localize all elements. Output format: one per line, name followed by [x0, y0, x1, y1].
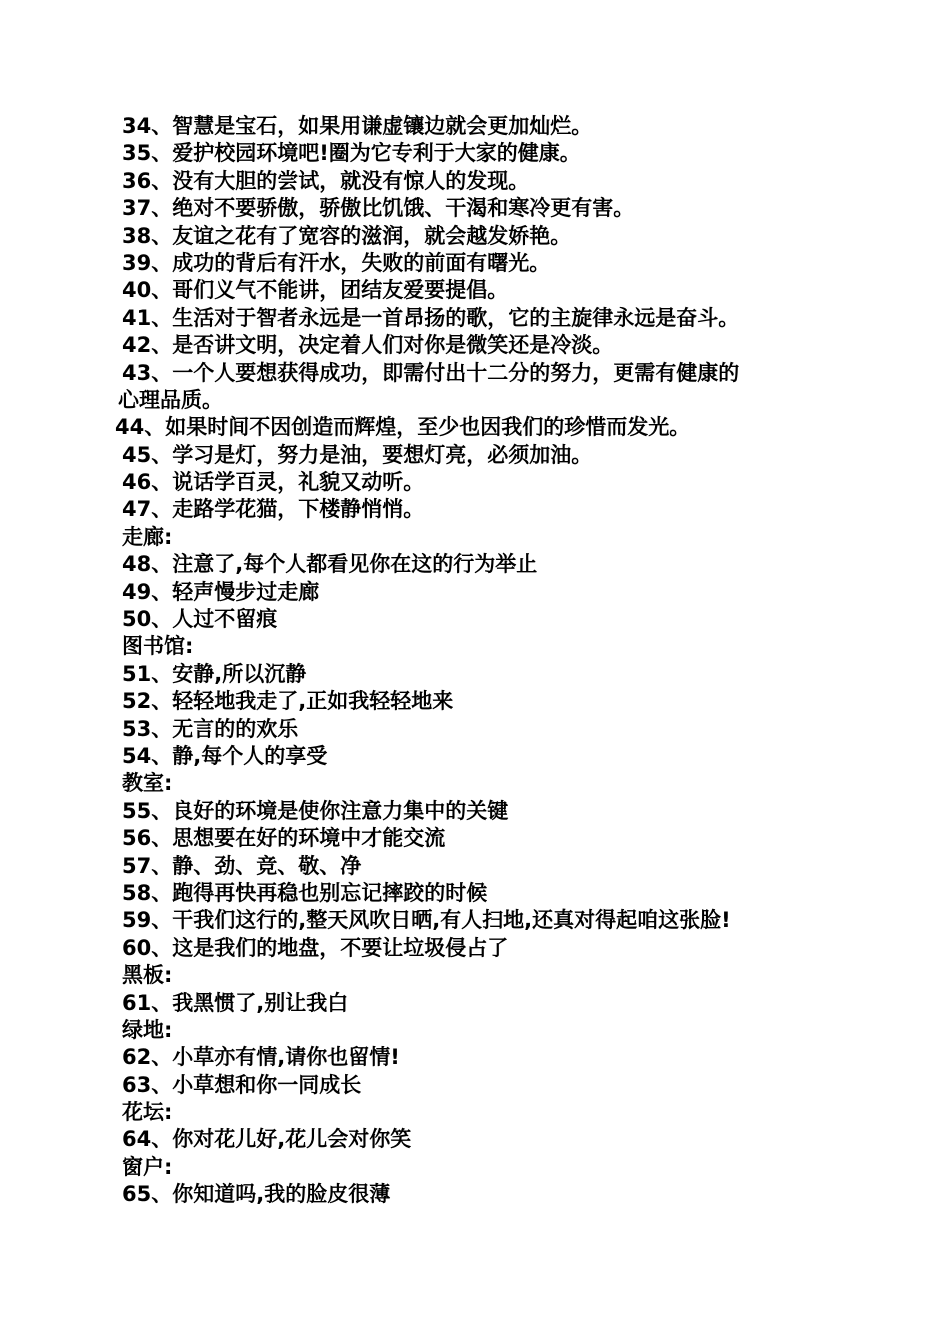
- text-line: 60、这是我们的地盘，不要让垃圾侵占了: [122, 935, 509, 960]
- text-line: 64、你对花儿好,花儿会对你笑: [122, 1127, 412, 1152]
- text-line: 56、思想要在好的环境中才能交流: [122, 826, 446, 851]
- text-line: 49、轻声慢步过走廊: [122, 579, 320, 604]
- text-line: 42、是否讲文明，决定着人们对你是微笑还是冷淡。: [122, 333, 614, 358]
- text-line: 63、小草想和你一同成长: [122, 1072, 362, 1097]
- section-heading: 花坛:: [122, 1100, 173, 1125]
- text-line: 62、小草亦有情,请你也留情!: [122, 1045, 400, 1070]
- text-line: 心理品质。: [118, 387, 223, 412]
- text-line: 52、轻轻地我走了,正如我轻轻地来: [122, 689, 454, 714]
- text-line: 50、人过不留痕: [122, 607, 278, 632]
- text-line: 39、成功的背后有汗水，失败的前面有曙光。: [122, 250, 551, 275]
- text-line: 59、干我们这行的,整天风吹日晒,有人扫地,还真对得起咱这张脸!: [122, 908, 731, 933]
- text-line: 58、跑得再快再稳也别忘记摔跤的时候: [122, 880, 488, 905]
- text-line: 47、走路学花猫，下楼静悄悄。: [122, 497, 425, 522]
- text-line: 46、说话学百灵，礼貌又动听。: [122, 470, 425, 495]
- section-heading: 教室:: [122, 771, 173, 796]
- text-line: 36、没有大胆的尝试，就没有惊人的发现。: [122, 168, 530, 193]
- section-heading: 图书馆:: [122, 634, 194, 659]
- text-line: 41、生活对于智者永远是一首昂扬的歌，它的主旋律永远是奋斗。: [122, 305, 740, 330]
- text-line: 40、哥们义气不能讲，团结友爱要提倡。: [122, 278, 509, 303]
- text-line: 53、无言的的欢乐: [122, 716, 299, 741]
- section-heading: 绿地:: [122, 1017, 173, 1042]
- text-line: 61、我黑惯了,别让我白: [122, 990, 349, 1015]
- section-heading: 窗户:: [122, 1154, 173, 1179]
- text-line: 37、绝对不要骄傲，骄傲比饥饿、干渴和寒冷更有害。: [122, 196, 635, 221]
- text-line: 54、静,每个人的享受: [122, 743, 328, 768]
- text-line: 44、如果时间不因创造而辉煌，至少也因我们的珍惜而发光。: [115, 415, 691, 440]
- section-heading: 黑板:: [122, 963, 173, 988]
- text-line: 45、学习是灯，努力是油，要想灯亮，必须加油。: [122, 442, 593, 467]
- text-line: 48、注意了,每个人都看见你在这的行为举止: [122, 552, 538, 577]
- text-line: 43、一个人要想获得成功，即需付出十二分的努力，更需有健康的: [122, 360, 740, 385]
- section-heading: 走廊:: [122, 524, 173, 549]
- text-line: 34、智慧是宝石，如果用谦虚镶边就会更加灿烂。: [122, 114, 593, 138]
- text-line: 57、静、劲、竞、敬、净: [122, 853, 362, 878]
- text-line: 35、爱护校园环境吧!圈为它专利于大家的健康。: [122, 141, 581, 166]
- text-line: 65、你知道吗,我的脸皮很薄: [122, 1182, 391, 1207]
- text-line: 51、安静,所以沉静: [122, 661, 307, 686]
- text-line: 38、友谊之花有了宽容的滋润，就会越发娇艳。: [122, 223, 572, 248]
- text-body: [115, 113, 838, 1209]
- text-line: 55、良好的环境是使你注意力集中的关键: [122, 798, 509, 823]
